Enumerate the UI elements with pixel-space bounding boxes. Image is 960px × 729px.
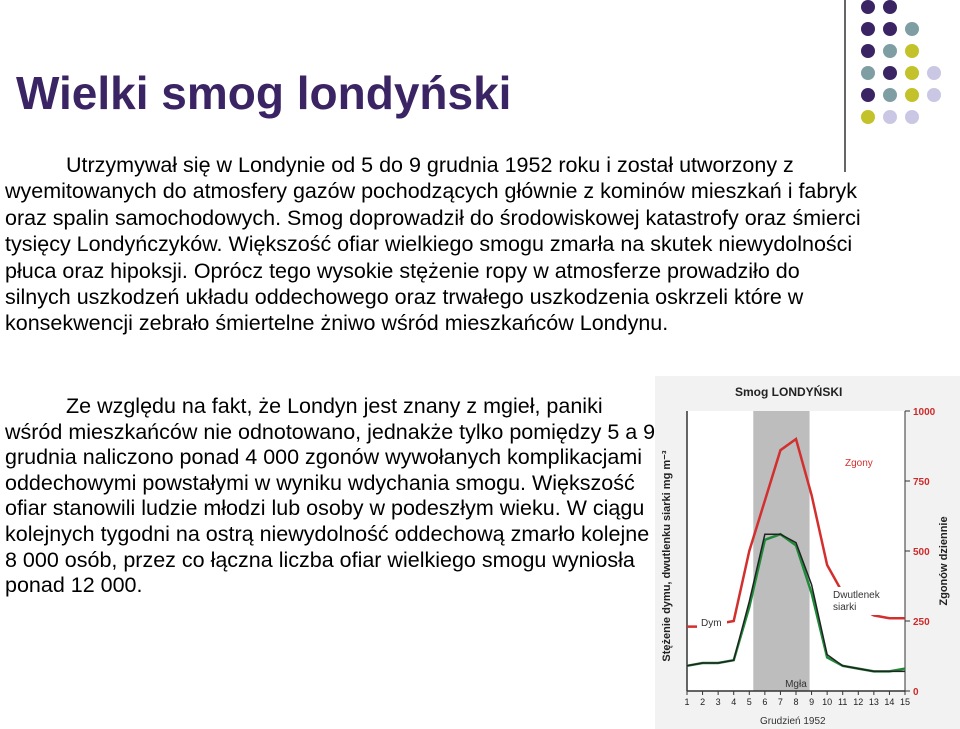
chart-y-label-left: Stężenie dymu, dwutlenku siarki mg m⁻³ <box>661 450 673 662</box>
decorative-dot <box>883 66 897 80</box>
decorative-dot <box>927 88 941 102</box>
series-label: Dym <box>701 618 722 629</box>
decorative-dot <box>905 88 919 102</box>
x-tick-label: 9 <box>809 697 815 707</box>
x-tick-label: 12 <box>853 697 864 707</box>
decorative-dot-grid <box>861 0 960 150</box>
decorative-dot <box>861 110 875 124</box>
decorative-dot <box>861 0 875 14</box>
y-tick-label: 750 <box>913 477 930 488</box>
x-tick-label: 2 <box>700 697 706 707</box>
decorative-dot <box>861 22 875 36</box>
decorative-dot <box>927 66 941 80</box>
x-tick-label: 7 <box>777 697 783 707</box>
decorative-dot <box>905 110 919 124</box>
series-label: Zgony <box>845 458 873 469</box>
decorative-dot <box>883 0 897 14</box>
x-tick-label: 14 <box>884 697 895 707</box>
y-tick-label: 1000 <box>913 407 936 418</box>
x-tick-label: 10 <box>822 697 833 707</box>
x-tick-label: 15 <box>899 697 911 707</box>
x-tick-label: 1 <box>684 697 690 707</box>
decorative-dot <box>861 66 875 80</box>
paragraph-intro: Utrzymywał się w Londynie od 5 do 9 grudnia 1952 roku i został utworzony z wyemitowanych do atmosfery gazów pochodzących głównie z kominów mieszkań i fabryk oraz spalin samochodowych. Smog doprowadził do środowiskowej katastrofy oraz śmierci tysięcy Londyńczyków. Większość ofiar wielkiego smogu zmarła na skutek niewydolności płuca oraz hipoksji. Oprócz tego wysokie stężenie ropy w atmosferze prowadziło do silnych uszkodzeń układu oddechowego oraz trwałego uszkodzenia oskrzeli które w konsekwencji zebrało śmiertelne żniwo wśród mieszkańców Londynu. <box>5 153 861 336</box>
decorative-dot <box>905 22 919 36</box>
series-label: Dwutlenek <box>833 590 880 601</box>
x-tick-label: 13 <box>868 697 879 707</box>
smog-chart <box>655 376 960 729</box>
y-tick-label: 0 <box>913 687 919 698</box>
x-tick-label: 6 <box>762 697 768 707</box>
x-tick-label: 3 <box>715 697 721 707</box>
decorative-dot <box>861 88 875 102</box>
slide-title: Wielki smog londyński <box>16 67 512 119</box>
decorative-divider <box>844 0 846 172</box>
x-tick-label: 4 <box>731 697 737 707</box>
chart-title: Smog LONDYŃSKI <box>735 385 843 399</box>
y-tick-label: 250 <box>913 617 930 628</box>
x-tick-label: 5 <box>746 697 752 707</box>
decorative-dot <box>883 110 897 124</box>
paragraph-casualties: Ze względu na fakt, że Londyn jest znany z mgieł, paniki wśród mieszkańców nie odnotowano, jednakże tylko pomiędzy 5 a 9 grudnia naliczono ponad 4 000 zgonów wywołanych komplikacjami oddechowymi powstałymi w wyniku wdychania smogu. Większość ofiar stanowili ludzie młodzi lub osoby w podeszłym wieku. W ciągu kolejnych tygodni na ostrą niewydolność oddechową zmarło kolejne 8 000 osób, przez co łączna liczba ofiar wielkiego smogu wyniosła ponad 12 000. <box>5 394 656 598</box>
series-label: siarki <box>833 602 857 613</box>
decorative-dot <box>905 66 919 80</box>
y-tick-label: 500 <box>913 547 930 558</box>
fog-band-label: Mgła <box>785 679 807 690</box>
chart-y-label-right: Zgonów dziennie <box>938 516 950 606</box>
decorative-dot <box>883 44 897 58</box>
x-tick-label: 11 <box>838 697 848 707</box>
decorative-dot <box>883 22 897 36</box>
decorative-dot <box>905 44 919 58</box>
decorative-dot <box>861 44 875 58</box>
decorative-dot <box>883 88 897 102</box>
x-tick-label: 8 <box>793 697 799 707</box>
chart-x-label: Grudzień 1952 <box>760 716 826 727</box>
